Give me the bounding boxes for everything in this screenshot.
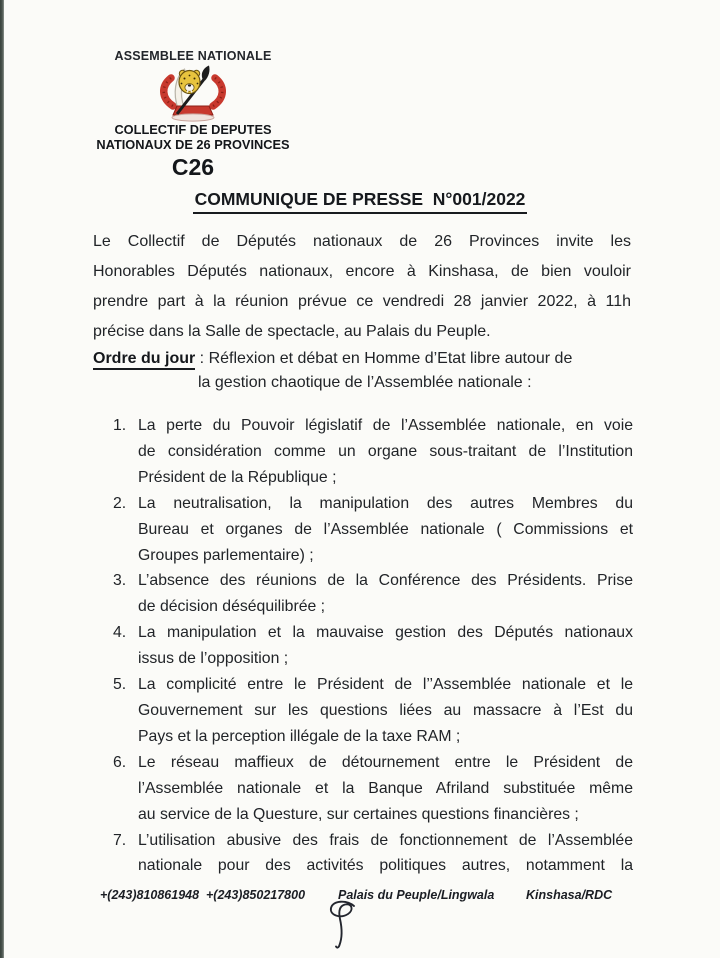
item-line: Président de la République ; xyxy=(138,468,337,486)
scan-edge-shadow xyxy=(0,0,4,958)
intro-paragraph xyxy=(93,227,631,347)
intro-line: Le Collectif de Députés nationaux de 26 Provinces invite les xyxy=(93,233,631,250)
item-text xyxy=(138,828,633,880)
footer-city: Kinshasa/RDC xyxy=(526,888,613,902)
agenda-heading-line2: la gestion chaotique de l’Assemblée nationale : xyxy=(198,373,532,391)
list-item xyxy=(93,672,633,750)
document-title: COMMUNIQUE DE PRESSE N°001/2022 xyxy=(193,189,528,214)
item-text xyxy=(138,750,633,828)
item-line: Gouvernement sur les questions liées au massacre à l’Est du xyxy=(138,701,633,719)
document-title-row xyxy=(0,189,720,214)
agenda-item-list xyxy=(93,413,633,879)
handwritten-p-mark xyxy=(323,899,369,953)
item-number: 7. xyxy=(113,831,127,849)
agenda-heading xyxy=(93,347,638,394)
item-line: l’Assemblée nationale et la Banque Afriland substituée même xyxy=(138,779,633,797)
item-line: L’utilisation abusive des frais de fonctionnement de l’Assemblée xyxy=(138,831,633,849)
agenda-label: Ordre du jour xyxy=(93,350,195,370)
intro-line: Honorables Députés nationaux, encore à Kinshasa, de bien vouloir xyxy=(93,263,631,280)
list-item xyxy=(93,750,633,828)
item-line: La perte du Pouvoir législatif de l’Assemblée nationale, en voie xyxy=(138,417,633,434)
agenda-heading-line1 xyxy=(93,347,638,371)
item-number: 4. xyxy=(113,624,127,642)
item-text xyxy=(138,620,633,672)
footer-address: Palais du Peuple/Lingwala xyxy=(338,888,495,902)
item-line: La manipulation et la mauvaise gestion des Députés nationaux xyxy=(138,624,633,642)
item-line: Pays et la perception illégale de la taxe RAM ; xyxy=(138,727,461,745)
item-number: 2. xyxy=(113,494,127,512)
item-text xyxy=(138,672,633,750)
item-number: 1. xyxy=(113,417,127,434)
intro-line: prendre part à la réunion prévue ce vendredi 28 janvier 2022, à 11h xyxy=(93,293,631,310)
item-text xyxy=(138,491,633,569)
leopard-spear-wreath-emblem-icon xyxy=(147,65,239,123)
item-line: La complicité entre le Président de l’’Assemblée nationale et le xyxy=(138,676,633,694)
item-number: 5. xyxy=(113,676,127,694)
organization-name: ASSEMBLEE NATIONALE xyxy=(114,49,272,63)
collective-name-line1: COLLECTIF DE DEPUTES xyxy=(114,122,272,137)
list-item xyxy=(93,568,633,620)
agenda-heading-rest: : Réflexion et débat en Homme d’Etat libre autour de xyxy=(195,350,573,367)
item-line: L’absence des réunions de la Conférence des Présidents. Prise xyxy=(138,572,633,590)
item-line: Bureau et organes de l’Assemblée nationale ( Commissions et xyxy=(138,520,633,538)
list-item xyxy=(93,828,633,880)
intro-line: précise dans la Salle de spectacle, au Palais du Peuple. xyxy=(93,323,491,340)
item-line: La neutralisation, la manipulation des autres Membres du xyxy=(138,494,633,512)
list-item xyxy=(93,491,633,569)
item-line: issus de l’opposition ; xyxy=(138,650,289,668)
footer-phone-numbers: +(243)810861948 +(243)850217800 xyxy=(100,888,306,902)
item-line: Le réseau maffieux de détournement entre le Président de xyxy=(138,753,633,771)
item-number: 6. xyxy=(113,753,127,771)
item-text xyxy=(138,413,633,491)
item-line: au service de la Questure, sur certaines questions financières ; xyxy=(138,805,579,823)
item-line: de décision déséquilibrée ; xyxy=(138,598,326,616)
list-item xyxy=(93,620,633,672)
item-line: de considération comme un organe sous-traitant de l’Institution xyxy=(138,442,633,460)
item-number: 3. xyxy=(113,572,127,590)
collective-abbreviation: C26 xyxy=(171,154,215,180)
list-item xyxy=(93,413,633,491)
item-text xyxy=(138,568,633,620)
item-line: nationale pour des activités politiques autres, notamment la xyxy=(138,857,633,875)
item-line: Groupes parlementaire) ; xyxy=(138,546,314,564)
letterhead xyxy=(86,49,300,181)
collective-name-line2: NATIONAUX DE 26 PROVINCES xyxy=(96,136,290,152)
